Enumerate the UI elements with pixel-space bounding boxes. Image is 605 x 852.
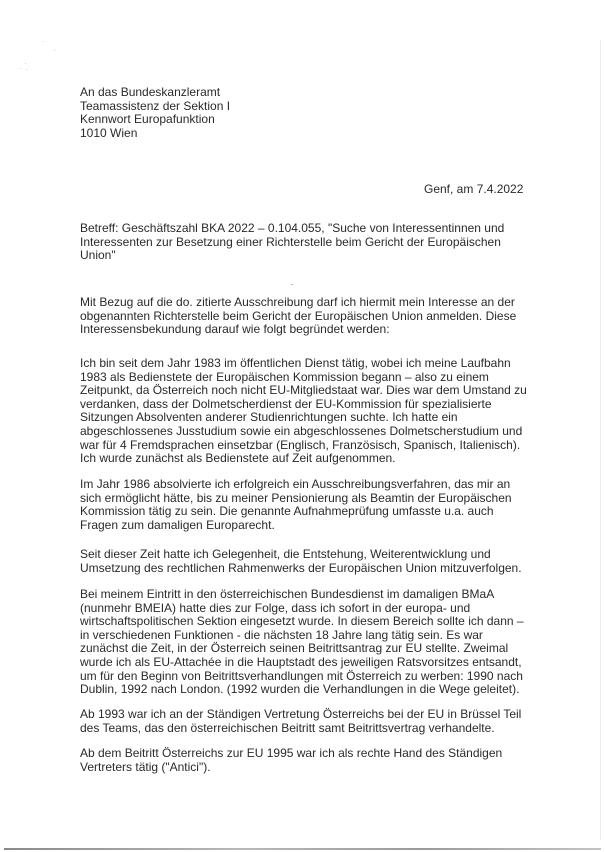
text-line: Umsetzung des rechtlichen Rahmenwerks der Europäischen Union mitzuverfolgen. xyxy=(80,560,522,575)
text-line: wirtschaftspolitischen Sektion eingesetzt wurde. In diesem Bereich sollte ich dann – xyxy=(80,614,524,629)
paragraph-1986-competition xyxy=(80,478,550,532)
text-line: Ich bin seit dem Jahr 1983 im öffentlichen Dienst tätig, wobei ich meine Laufbahn xyxy=(80,356,511,370)
text-line: Zeitpunkt, da Österreich noch nicht EU-Mitgliedstaat war. Dies war dem Umstand zu xyxy=(80,383,527,398)
text-line: um für den Beginn von Beitrittsverhandlungen mit Österreich zu werben: 1990 nach xyxy=(80,668,523,683)
paragraph-commission-career xyxy=(80,357,550,466)
address-line: 1010 Wien xyxy=(80,125,138,140)
scan-speck xyxy=(54,50,55,51)
paragraph-intro xyxy=(80,296,550,337)
text-line: Interessensbekundung darauf wie folgt begründet werden: xyxy=(80,322,390,337)
text-line: des Teams, das den österreichischen Beitritt samt Beitrittsvertrag verhandelte. xyxy=(80,720,495,735)
scan-edge-right xyxy=(600,40,601,840)
text-line: sich ermöglicht hätte, bis zu meiner Pensionierung als Beamtin der Europäischen xyxy=(80,490,512,505)
place-date: Genf, am 7.4.2022 xyxy=(424,182,524,196)
text-line: Ab 1993 war ich an der Ständigen Vertretung Österreichs bei der EU in Brüssel Teil xyxy=(80,707,522,721)
text-line: verdanken, dass der Dolmetscherdienst der EU-Kommission für spezialisierte xyxy=(80,396,492,411)
paragraph-eu-law-development xyxy=(80,548,550,575)
subject-text-line: Union" xyxy=(80,248,116,263)
scan-speck xyxy=(43,41,44,42)
scan-speck xyxy=(25,63,26,64)
subject-line xyxy=(80,222,550,263)
text-line: obgenannten Richterstelle beim Gericht der Europäischen Union anmelden. Diese xyxy=(80,308,517,323)
subject-text-line: Betreff: Geschäftszahl BKA 2022 – 0.104.055, "Suche von Interessentinnen und xyxy=(80,221,505,235)
text-line: Kommission tätig zu sein. Die genannte Aufnahmeprüfung umfasste u.a. auch xyxy=(80,504,494,519)
text-line: Im Jahr 1986 absolvierte ich erfolgreich ein Ausschreibungsverfahren, das mir an xyxy=(80,477,511,491)
paragraph-permanent-representation xyxy=(80,708,550,735)
address-line: Teamassistenz der Sektion I xyxy=(80,98,231,113)
text-line: Fragen zum damaligen Europarecht. xyxy=(80,517,275,532)
text-line: Seit dieser Zeit hatte ich Gelegenheit, die Entstehung, Weiterentwicklung und xyxy=(80,547,491,561)
scan-speck xyxy=(26,69,27,70)
subject-text-line: Interessenten zur Besetzung einer Richterstelle beim Gericht der Europäischen xyxy=(80,234,501,249)
scan-speck xyxy=(291,284,293,285)
text-line: abgeschlossenes Jusstudium sowie ein abgeschlossenes Dolmetscherstudium und xyxy=(80,423,523,438)
recipient-address xyxy=(80,86,550,140)
text-line: Ab dem Beitritt Österreichs zur EU 1995 war ich als rechte Hand des Ständigen xyxy=(80,746,503,760)
text-line: Vertreters tätig ("Antici"). xyxy=(80,759,211,774)
text-line: in verschiedenen Funktionen - die nächsten 18 Jahre lang tätig sein. Es war xyxy=(80,627,483,642)
address-line: An das Bundeskanzleramt xyxy=(80,85,221,99)
text-line: Dublin, 1992 nach London. (1992 wurden die Verhandlungen in die Wege geleitet). xyxy=(80,682,520,697)
scan-speck xyxy=(20,68,21,69)
text-line: war für 4 Fremdsprachen einsetzbar (Englisch, Französisch, Spanisch, Italienisch). xyxy=(80,437,521,452)
text-line: Bei meinem Eintritt in den österreichischen Bundesdienst im damaligen BMaA xyxy=(80,587,495,601)
paragraph-federal-service xyxy=(80,588,550,697)
text-line: wurde ich als EU-Attachée in die Hauptstadt des jeweiligen Ratsvorsitzes entsandt, xyxy=(80,654,522,669)
paragraph-antici xyxy=(80,747,550,774)
scan-edge-bottom xyxy=(4,848,601,850)
text-line: (nunmehr BMEIA) hatte dies zur Folge, dass ich sofort in der europa- und xyxy=(80,600,471,615)
address-line: Kennwort Europafunktion xyxy=(80,112,215,127)
text-line: 1983 als Bedienstete der Europäischen Kommission begann – also zu einem xyxy=(80,369,489,384)
text-line: Ich wurde zunächst als Bedienstete auf Zeit aufgenommen. xyxy=(80,451,396,466)
text-line: Sitzungen Absolventen anderer Studienrichtungen suchte. Ich hatte ein xyxy=(80,410,458,425)
text-line: zunächst die Zeit, in der Österreich seinen Beitrittsantrag zur EU stellte. Zweimal xyxy=(80,641,509,656)
text-line: Mit Bezug auf die do. zitierte Ausschreibung darf ich hiermit mein Interesse an der xyxy=(80,295,515,309)
